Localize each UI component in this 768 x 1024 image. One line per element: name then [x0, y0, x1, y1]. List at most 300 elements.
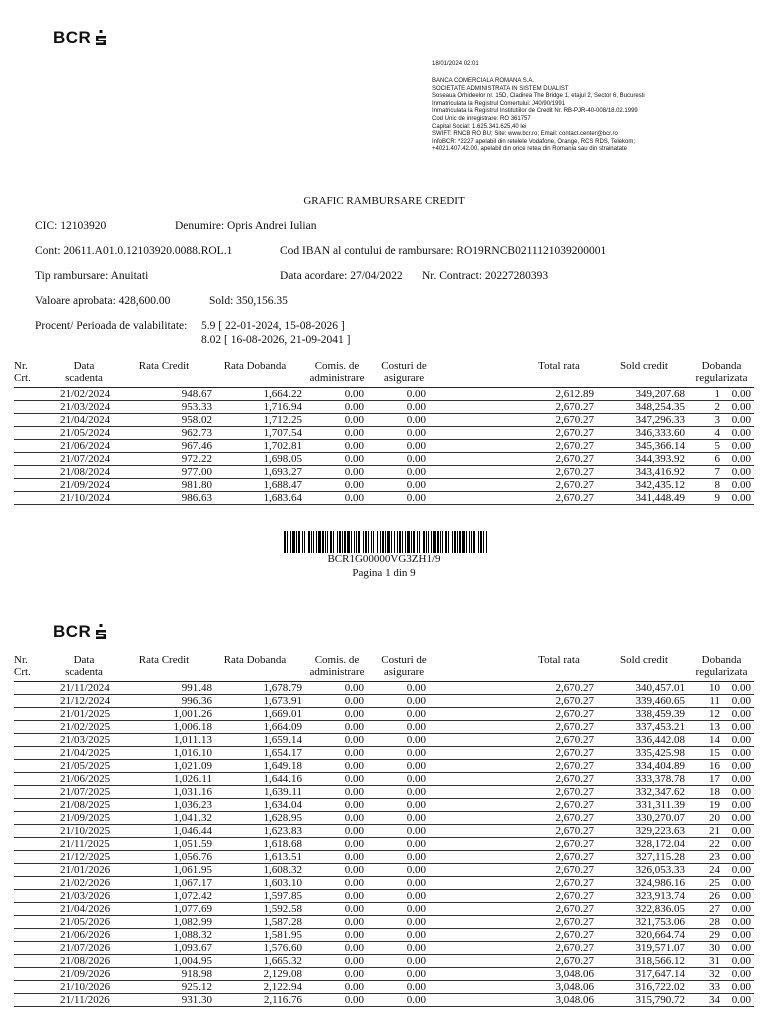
bcr-logo-icon: [95, 30, 107, 46]
cell-rata-credit: 1,016.10: [173, 747, 212, 759]
cell-data: 21/09/2024: [60, 479, 111, 491]
table-row: [14, 877, 754, 890]
cell-dobanda-reg: 0.00: [731, 825, 751, 837]
cell-rata-credit: 986.63: [181, 492, 212, 504]
col-regularizata: regularizata: [695, 372, 748, 384]
cell-data: 21/07/2024: [60, 453, 111, 465]
table-row: [14, 427, 754, 440]
cell-rata-credit: 991.48: [181, 682, 212, 694]
bank-info-line: Inmatriculata la Registrul Comertului: J40/90/1991: [432, 100, 566, 107]
barcode-bar: [304, 531, 305, 553]
barcode-bar: [373, 531, 374, 553]
cell-comis: 0.00: [344, 864, 364, 876]
cell-sold-credit: 340,457.01: [635, 682, 685, 694]
cell-data: 21/06/2024: [60, 440, 111, 452]
cell-total-rata: 2,670.27: [555, 825, 594, 837]
cell-nr: 32: [709, 968, 720, 980]
cell-rata-credit: 1,026.11: [173, 773, 212, 785]
procent-period-1: 5.9 [ 22-01-2024, 15-08-2026 ]: [201, 320, 345, 332]
col-data: Data: [73, 654, 95, 666]
col-crt: Crt.: [14, 372, 31, 384]
barcode-bar: [399, 531, 401, 553]
cell-comis: 0.00: [344, 721, 364, 733]
barcode-bar: [411, 531, 412, 553]
table-row: [14, 401, 754, 414]
cell-rata-dobanda: 1,712.25: [263, 414, 302, 426]
cell-dobanda-reg: 0.00: [731, 994, 751, 1006]
cell-sold-credit: 324,986.16: [635, 877, 685, 889]
cell-comis: 0.00: [344, 994, 364, 1006]
cell-dobanda-reg: 0.00: [731, 942, 751, 954]
barcode-bar: [290, 531, 291, 553]
col-data: Data: [73, 360, 95, 372]
cell-data: 21/12/2024: [60, 695, 111, 707]
cell-comis: 0.00: [344, 851, 364, 863]
table-row: [14, 929, 754, 942]
cell-comis: 0.00: [344, 968, 364, 980]
cell-sold-credit: 342,435.12: [635, 479, 685, 491]
cell-costuri: 0.00: [406, 466, 426, 478]
cell-comis: 0.00: [344, 903, 364, 915]
table-row: [14, 838, 754, 851]
cell-data: 21/08/2024: [60, 466, 111, 478]
barcode-bar: [313, 531, 314, 553]
barcode-bar: [337, 531, 338, 553]
barcode-bar: [394, 531, 395, 553]
table-row: [14, 851, 754, 864]
cell-total-rata: 3,048.06: [555, 994, 594, 1006]
col-scadenta: scadenta: [65, 372, 103, 384]
cell-data: 21/11/2024: [60, 682, 110, 694]
cell-sold-credit: 326,053.33: [635, 864, 685, 876]
bcr-logo-text: BCR: [53, 622, 92, 641]
barcode-bar: [459, 531, 461, 553]
table-row: [14, 916, 754, 929]
cell-total-rata: 2,670.27: [555, 414, 594, 426]
cell-dobanda-reg: 0.00: [731, 401, 751, 413]
cell-sold-credit: 334,404.89: [635, 760, 685, 772]
cell-sold-credit: 348,254.35: [635, 401, 685, 413]
cell-rata-credit: 1,006.18: [173, 721, 212, 733]
cell-dobanda-reg: 0.00: [731, 773, 751, 785]
nr-contract-field: Nr. Contract: 20227280393: [422, 270, 549, 282]
cell-total-rata: 2,670.27: [555, 682, 594, 694]
col-comis: Comis. de: [314, 654, 360, 666]
bank-info-line: Inmatriculata la Registrul Institutiilor de Credit Nr. RB-PJR-40-008/18.02.1999: [432, 108, 638, 115]
cell-data: 21/11/2026: [60, 994, 110, 1006]
print-timestamp: 18/01/2024 02:01: [432, 61, 479, 67]
barcode-bar: [356, 531, 357, 553]
cell-data: 21/10/2025: [60, 825, 111, 837]
cell-data: 21/02/2025: [60, 721, 111, 733]
cell-nr: 24: [709, 864, 720, 876]
cell-data: 21/11/2025: [60, 838, 110, 850]
bank-info-line: +4021.407.42.00, apelabil din orice retea din Romania sau din strainatate: [432, 146, 627, 153]
procent-label: Procent/ Perioada de valabilitate:: [35, 320, 188, 332]
table-row: [14, 968, 754, 981]
cell-data: 21/01/2026: [60, 864, 111, 876]
cell-nr: 7: [714, 466, 720, 478]
iban-field: Cod IBAN al contului de rambursare: RO19RNCB0211121039200001: [280, 245, 607, 257]
cell-nr: 27: [709, 903, 720, 915]
cell-sold-credit: 316,722.02: [635, 981, 685, 993]
cell-comis: 0.00: [344, 825, 364, 837]
cell-dobanda-reg: 0.00: [731, 981, 751, 993]
col-rata-credit: Rata Credit: [138, 360, 190, 372]
cell-data: 21/12/2025: [60, 851, 111, 863]
cell-sold-credit: 321,753.06: [635, 916, 685, 928]
cell-data: 21/08/2025: [60, 799, 111, 811]
cell-rata-credit: 1,061.95: [173, 864, 212, 876]
cell-dobanda-reg: 0.00: [731, 721, 751, 733]
barcode-bar: [440, 531, 441, 553]
cell-rata-credit: 1,041.32: [173, 812, 212, 824]
cell-nr: 5: [714, 440, 720, 452]
cell-rata-credit: 1,004.95: [173, 955, 212, 967]
cell-nr: 31: [709, 955, 720, 967]
cell-nr: 23: [709, 851, 720, 863]
cell-comis: 0.00: [344, 838, 364, 850]
table-row: [14, 388, 754, 401]
cell-costuri: 0.00: [406, 838, 426, 850]
barcode-bar: [486, 531, 487, 553]
cell-sold-credit: 328,172.04: [635, 838, 685, 850]
cell-data: 21/10/2024: [60, 492, 111, 504]
cell-rata-credit: 1,067.17: [173, 877, 212, 889]
barcode-bar: [354, 531, 355, 553]
cell-comis: 0.00: [344, 401, 364, 413]
table-row: [14, 721, 754, 734]
cell-dobanda-reg: 0.00: [731, 877, 751, 889]
table-header: [14, 654, 754, 682]
cell-costuri: 0.00: [406, 799, 426, 811]
cell-dobanda-reg: 0.00: [731, 747, 751, 759]
cell-dobanda-reg: 0.00: [731, 916, 751, 928]
table-row: [14, 708, 754, 721]
cell-comis: 0.00: [344, 695, 364, 707]
bank-info-line: Soseaua Orhideelor nr. 15D, Cladirea The Bridge 1, etajul 2, Sector 6, Bucuresti: [432, 93, 645, 100]
barcode-bar: [298, 531, 300, 553]
cont-field: Cont: 20611.A01.0.12103920.0088.ROL.1: [35, 245, 233, 257]
cell-total-rata: 2,670.27: [555, 747, 594, 759]
cell-costuri: 0.00: [406, 388, 426, 400]
barcode: [284, 531, 488, 553]
cell-data: 21/02/2026: [60, 877, 111, 889]
cell-dobanda-reg: 0.00: [731, 388, 751, 400]
cell-rata-dobanda: 1,628.95: [263, 812, 302, 824]
cell-dobanda-reg: 0.00: [731, 968, 751, 980]
cell-comis: 0.00: [344, 492, 364, 504]
cell-sold-credit: 335,425.98: [635, 747, 685, 759]
table-body: [14, 682, 754, 1007]
cell-nr: 30: [709, 942, 720, 954]
cell-total-rata: 2,670.27: [555, 492, 594, 504]
cell-dobanda-reg: 0.00: [731, 414, 751, 426]
col-sold-credit: Sold credit: [620, 654, 668, 666]
cell-total-rata: 2,670.27: [555, 916, 594, 928]
table-row: [14, 812, 754, 825]
barcode-bar: [325, 531, 326, 553]
barcode-bar: [308, 531, 310, 553]
barcode-bar: [457, 531, 458, 553]
cell-rata-dobanda: 1,707.54: [263, 427, 302, 439]
cell-costuri: 0.00: [406, 427, 426, 439]
barcode-bar: [426, 531, 427, 553]
cell-sold-credit: 329,223.63: [635, 825, 685, 837]
cell-comis: 0.00: [344, 388, 364, 400]
col-administrare: administrare: [309, 666, 365, 678]
barcode-bar: [311, 531, 312, 553]
cell-rata-credit: 925.12: [181, 981, 212, 993]
cell-rata-credit: 958.02: [181, 414, 212, 426]
bank-info: [432, 78, 762, 154]
cell-sold-credit: 319,571.07: [635, 942, 685, 954]
barcode-bar: [302, 531, 303, 553]
table-row: [14, 864, 754, 877]
cell-sold-credit: 320,664.74: [635, 929, 685, 941]
barcode-bar: [284, 531, 286, 553]
cell-total-rata: 2,670.27: [555, 955, 594, 967]
barcode-text: BCR1G00000VG3ZH1/9: [327, 553, 441, 565]
cell-rata-credit: 953.33: [181, 401, 212, 413]
cell-data: 21/05/2026: [60, 916, 111, 928]
barcode-bar: [405, 531, 406, 553]
cell-dobanda-reg: 0.00: [731, 492, 751, 504]
cell-costuri: 0.00: [406, 734, 426, 746]
cell-comis: 0.00: [344, 734, 364, 746]
cell-nr: 19: [709, 799, 720, 811]
cell-costuri: 0.00: [406, 414, 426, 426]
cell-dobanda-reg: 0.00: [731, 760, 751, 772]
cell-rata-dobanda: 1,702.81: [263, 440, 302, 452]
cell-data: 21/01/2025: [60, 708, 111, 720]
cell-rata-dobanda: 1,597.85: [263, 890, 302, 902]
barcode-bar: [397, 531, 398, 553]
col-nr: Nr.: [14, 654, 28, 666]
col-total-rata: Total rata: [538, 360, 580, 372]
cell-data: 21/04/2025: [60, 747, 111, 759]
cell-total-rata: 2,670.27: [555, 929, 594, 941]
cell-sold-credit: 338,459.39: [635, 708, 685, 720]
cell-comis: 0.00: [344, 708, 364, 720]
cell-comis: 0.00: [344, 479, 364, 491]
table-row: [14, 799, 754, 812]
barcode-bar: [327, 531, 328, 553]
cell-data: 21/03/2024: [60, 401, 111, 413]
cell-dobanda-reg: 0.00: [731, 479, 751, 491]
col-asigurare: asigurare: [383, 372, 425, 384]
barcode-bar: [385, 531, 386, 553]
cell-nr: 29: [709, 929, 720, 941]
cell-dobanda-reg: 0.00: [731, 682, 751, 694]
table-header: [14, 360, 754, 388]
cell-rata-dobanda: 1,576.60: [263, 942, 302, 954]
cell-total-rata: 2,670.27: [555, 851, 594, 863]
barcode-bar: [339, 531, 341, 553]
barcode-bar: [316, 531, 317, 553]
cell-nr: 15: [709, 747, 720, 759]
barcode-bar: [292, 531, 295, 553]
barcode-bar: [466, 531, 467, 553]
cell-data: 21/06/2025: [60, 773, 111, 785]
barcode-bar: [471, 531, 472, 553]
cell-rata-credit: 1,082.99: [173, 916, 212, 928]
barcode-bar: [417, 531, 418, 553]
barcode-bar: [433, 531, 436, 553]
cell-rata-dobanda: 1,618.68: [263, 838, 302, 850]
bank-info-line: Capital Social: 1.625.341.625,40 lei: [432, 123, 527, 130]
cell-nr: 22: [709, 838, 720, 850]
cell-rata-dobanda: 1,623.83: [263, 825, 302, 837]
schedule-table-page-1: [14, 360, 754, 505]
barcode-bar: [322, 531, 324, 553]
barcode-bar: [407, 531, 410, 553]
table-row: [14, 786, 754, 799]
cell-rata-dobanda: 1,587.28: [263, 916, 302, 928]
cell-rata-dobanda: 1,581.95: [263, 929, 302, 941]
barcode-bar: [445, 531, 447, 553]
cell-dobanda-reg: 0.00: [731, 786, 751, 798]
cell-costuri: 0.00: [406, 994, 426, 1006]
cell-dobanda-reg: 0.00: [731, 864, 751, 876]
cell-nr: 33: [709, 981, 720, 993]
cell-dobanda-reg: 0.00: [731, 890, 751, 902]
col-costuri: Costuri de: [381, 360, 427, 372]
cell-comis: 0.00: [344, 916, 364, 928]
cell-costuri: 0.00: [406, 968, 426, 980]
cell-total-rata: 2,670.27: [555, 838, 594, 850]
cell-sold-credit: 315,790.72: [635, 994, 685, 1006]
cell-dobanda-reg: 0.00: [731, 734, 751, 746]
barcode-bar: [296, 531, 297, 553]
table-row: [14, 453, 754, 466]
cell-total-rata: 2,670.27: [555, 812, 594, 824]
tip-rambursare-field: Tip rambursare: Anuitati: [35, 270, 149, 282]
cell-costuri: 0.00: [406, 453, 426, 465]
barcode-bar: [363, 531, 364, 553]
table-row: [14, 955, 754, 968]
table-row: [14, 903, 754, 916]
cell-comis: 0.00: [344, 981, 364, 993]
barcode-bar: [365, 531, 367, 553]
schedule-table-page-2: [14, 654, 754, 1007]
cell-rata-credit: 1,021.09: [173, 760, 212, 772]
col-nr: Nr.: [14, 360, 28, 372]
cell-costuri: 0.00: [406, 708, 426, 720]
col-rata-dobanda: Rata Dobanda: [223, 360, 287, 372]
cell-rata-dobanda: 1,613.51: [263, 851, 302, 863]
cell-total-rata: 2,670.27: [555, 427, 594, 439]
bcr-logo-text: BCR: [53, 28, 92, 47]
cell-costuri: 0.00: [406, 825, 426, 837]
cell-rata-dobanda: 2,116.76: [263, 994, 302, 1006]
cell-data: 21/09/2025: [60, 812, 111, 824]
barcode-bar: [347, 531, 350, 553]
barcode-bar: [371, 531, 372, 553]
cell-costuri: 0.00: [406, 916, 426, 928]
cell-total-rata: 2,612.89: [555, 388, 594, 400]
barcode-bar: [382, 531, 384, 553]
cell-sold-credit: 323,913.74: [635, 890, 685, 902]
cell-total-rata: 2,670.27: [555, 773, 594, 785]
cell-rata-dobanda: 1,639.11: [263, 786, 302, 798]
cell-nr: 17: [709, 773, 720, 785]
table-row: [14, 695, 754, 708]
cell-data: 21/06/2026: [60, 929, 111, 941]
cell-rata-dobanda: 1,683.64: [263, 492, 302, 504]
cell-total-rata: 2,670.27: [555, 942, 594, 954]
cell-comis: 0.00: [344, 773, 364, 785]
cell-comis: 0.00: [344, 955, 364, 967]
cell-total-rata: 2,670.27: [555, 721, 594, 733]
cell-costuri: 0.00: [406, 440, 426, 452]
cell-sold-credit: 343,416.92: [635, 466, 685, 478]
barcode-bar: [478, 531, 479, 553]
cell-costuri: 0.00: [406, 929, 426, 941]
cell-rata-credit: 948.67: [181, 388, 212, 400]
cell-comis: 0.00: [344, 747, 364, 759]
cell-nr: 1: [714, 388, 720, 400]
cell-dobanda-reg: 0.00: [731, 799, 751, 811]
cell-nr: 21: [709, 825, 720, 837]
barcode-bar: [387, 531, 390, 553]
cell-costuri: 0.00: [406, 903, 426, 915]
cell-total-rata: 2,670.27: [555, 903, 594, 915]
barcode-bar: [437, 531, 439, 553]
cell-rata-dobanda: 1,592.58: [263, 903, 302, 915]
cell-costuri: 0.00: [406, 955, 426, 967]
cell-costuri: 0.00: [406, 812, 426, 824]
cell-total-rata: 2,670.27: [555, 453, 594, 465]
cell-rata-dobanda: 1,688.47: [263, 479, 302, 491]
cell-total-rata: 2,670.27: [555, 890, 594, 902]
cell-nr: 18: [709, 786, 720, 798]
barcode-bar: [377, 531, 378, 553]
cell-rata-dobanda: 2,122.94: [263, 981, 302, 993]
bcr-logo: [53, 28, 107, 48]
cell-sold-credit: 322,836.05: [635, 903, 685, 915]
cell-data: 21/07/2026: [60, 942, 111, 954]
barcode-bar: [413, 531, 415, 553]
cell-dobanda-reg: 0.00: [731, 838, 751, 850]
cell-total-rata: 2,670.27: [555, 864, 594, 876]
cell-nr: 34: [709, 994, 720, 1006]
cell-nr: 3: [714, 414, 720, 426]
cell-nr: 28: [709, 916, 720, 928]
col-costuri: Costuri de: [381, 654, 427, 666]
cell-rata-dobanda: 1,669.01: [263, 708, 302, 720]
cell-rata-dobanda: 1,659.14: [263, 734, 302, 746]
cell-dobanda-reg: 0.00: [731, 708, 751, 720]
cell-nr: 16: [709, 760, 720, 772]
col-crt: Crt.: [14, 666, 31, 678]
cell-rata-credit: 1,088.32: [173, 929, 212, 941]
cell-comis: 0.00: [344, 942, 364, 954]
barcode-bar: [380, 531, 381, 553]
bcr-logo-icon: [95, 624, 107, 640]
cell-nr: 9: [714, 492, 720, 504]
cell-total-rata: 2,670.27: [555, 440, 594, 452]
cell-nr: 13: [709, 721, 720, 733]
cell-total-rata: 2,670.27: [555, 479, 594, 491]
cell-rata-dobanda: 1,608.32: [263, 864, 302, 876]
table-row: [14, 466, 754, 479]
table-row: [14, 890, 754, 903]
cell-sold-credit: 318,566.12: [635, 955, 685, 967]
cell-rata-credit: 1,056.76: [173, 851, 212, 863]
cell-sold-credit: 336,442.08: [635, 734, 685, 746]
cell-sold-credit: 332,347.62: [635, 786, 685, 798]
